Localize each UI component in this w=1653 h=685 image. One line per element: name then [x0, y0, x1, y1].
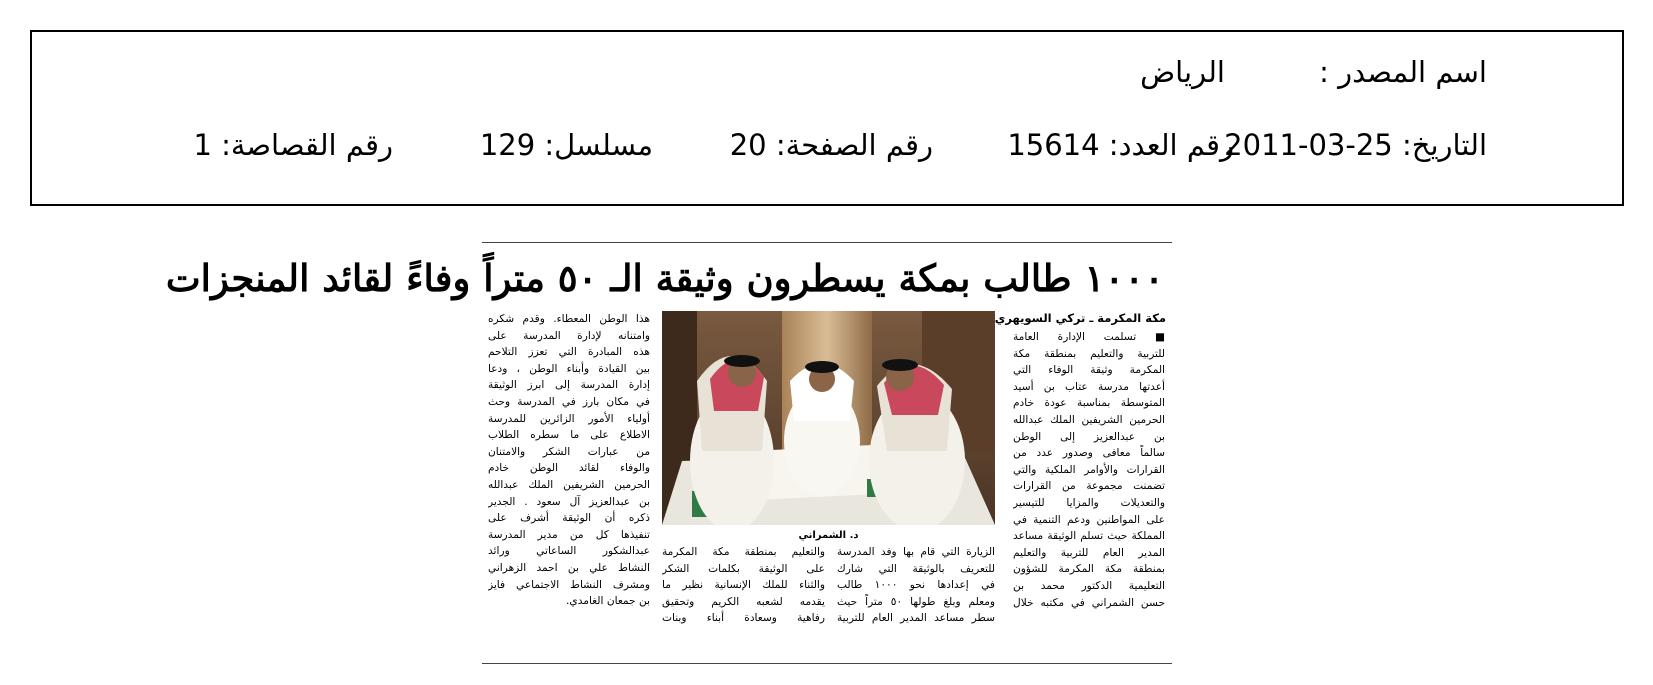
article-byline: مكة المكرمة ـ تركي السويهري — [994, 311, 1166, 325]
article-text-line: الحرمين الشريفين الملك عبدالله — [488, 478, 650, 491]
article-text-line: القرارات والأوامر الملكية والتي — [1013, 463, 1165, 476]
article-text-line: المدير العام للتربية والتعليم — [1013, 546, 1165, 559]
article-text-line: الحرمين الشريفين الملك عبدالله — [1013, 413, 1165, 426]
article-text-line: هذه المبادرة التي تعزز التلاحم — [488, 346, 650, 359]
article-text-line: على المواطنين ودعم التنمية في — [1013, 513, 1165, 526]
article-column-mid-left — [662, 544, 825, 644]
article-text-line: ■ تسلمت الإدارة العامة — [1013, 331, 1165, 343]
article-column-right — [1013, 329, 1165, 659]
article-text-line: من عبارات الشكر والامتنان — [488, 445, 650, 458]
article-text-line: الاطلاع على ما سطره الطلاب — [488, 429, 650, 442]
article-text-line: والوفاء لقائد الوطن خادم — [488, 462, 650, 475]
article-text-line: في إعدادها نحو ١٠٠٠ طالب — [837, 579, 995, 592]
article-text-line: في مكان بارز في المدرسة وحث — [488, 395, 650, 408]
clip-number-field: رقم القصاصة: 1 — [193, 128, 393, 162]
newspaper-clipping — [165, 242, 1172, 664]
article-photo — [662, 311, 995, 525]
article-text-line: المملكة حيث تسلم الوثيقة مساعد — [1013, 530, 1165, 543]
article-text-line: عبدالشكور الساعاتي ورائد — [488, 545, 650, 558]
article-text-line: ومعلم وبلغ طولها ٥٠ متراً حيث — [837, 595, 995, 608]
article-text-line: تضمنت مجموعة من القرارات — [1013, 480, 1165, 493]
article-text-line: المكرمة وثيقة الوفاء التي — [1013, 364, 1165, 377]
article-text-line: بمنطقة مكة المكرمة للشؤون — [1013, 563, 1165, 576]
source-value: الرياض — [1140, 55, 1225, 89]
article-text-line: الزيارة التي قام بها وفد المدرسة — [837, 546, 995, 558]
serial-field: مسلسل: 129 — [479, 128, 653, 162]
photo-image — [662, 311, 995, 525]
page-number-field: رقم الصفحة: 20 — [729, 128, 933, 162]
article-text-line: التعليمية الدكتور محمد بن — [1013, 579, 1165, 592]
article-text-line: بين القيادة وأبناء الوطن ، ودعا — [488, 362, 650, 375]
article-text-line: بن عبدالعزيز آل سعود . الجدير — [488, 495, 650, 508]
article-text-line: ومشرف النشاط الاجتماعي فايز — [488, 578, 650, 591]
article-headline: ١٠٠٠ طالب بمكة يسطرون وثيقة الـ ٥٠ متراً وفاءً لقائد المنجزات — [165, 256, 1164, 300]
article-text-line: النشاط علي بن احمد الزهراني — [488, 561, 650, 574]
article-text-line: يقدمه لشعبه الكريم وتحقيق — [662, 595, 825, 608]
article-text-line: والتعليم بمنطقة مكة المكرمة — [662, 546, 825, 558]
article-text-line: إدارة المدرسة إلى ابرز الوثيقة — [488, 379, 650, 392]
article-text-line: أعدتها مدرسة عتاب بن أسيد — [1013, 380, 1165, 393]
article-text-line: حسن الشمراني في مكتبه خلال — [1013, 596, 1165, 609]
article-text-line: على الوثيقة بكلمات الشكر — [662, 562, 825, 575]
article-text-line: والتعديلات والمزايا للتيسير — [1013, 496, 1165, 509]
article-text-line: ذكره أن الوثيقة أشرف على — [488, 512, 650, 525]
article-text-line: وامتنانه لإدارة المدرسة على — [488, 329, 650, 342]
article-text-line: رفاهية وسعادة أبناء وبنات — [662, 612, 825, 625]
article-text-line: بن عبدالعزيز إلى الوطن — [1013, 430, 1165, 443]
photo-credit: د. الشمراني — [798, 530, 859, 541]
article-text-line: للتعريف بالوثيقة التي شارك — [837, 562, 995, 575]
article-text-line: سالماً معافى وصدور عدد من — [1013, 447, 1165, 460]
article-text-line: أولياء الأمور الزائرين للمدرسة — [488, 412, 650, 425]
issue-number-field: رقم العدد: 15614 — [1007, 128, 1234, 162]
date-field: التاريخ: 25-03-2011 — [1224, 128, 1487, 162]
article-text-line: بن جمعان الغامدي. — [566, 595, 650, 608]
article-text-line: والثناء للملك الإنسانية نظير ما — [662, 579, 825, 592]
article-text-line: هذا الوطن المعطاء. وقدم شكره — [488, 313, 650, 325]
article-column-left — [488, 311, 650, 641]
article-text-line: للتربية والتعليم بمنطقة مكة — [1013, 347, 1165, 360]
source-label: اسم المصدر : — [1319, 55, 1487, 89]
article-text-line: المتوسطة بمناسبة عودة خادم — [1013, 397, 1165, 410]
article-text-line: تنفيذها كل من مدير المدرسة — [488, 528, 650, 541]
article-column-mid-right — [837, 544, 995, 644]
article-text-line: سطر مساعد المدير العام للتربية — [837, 612, 995, 625]
